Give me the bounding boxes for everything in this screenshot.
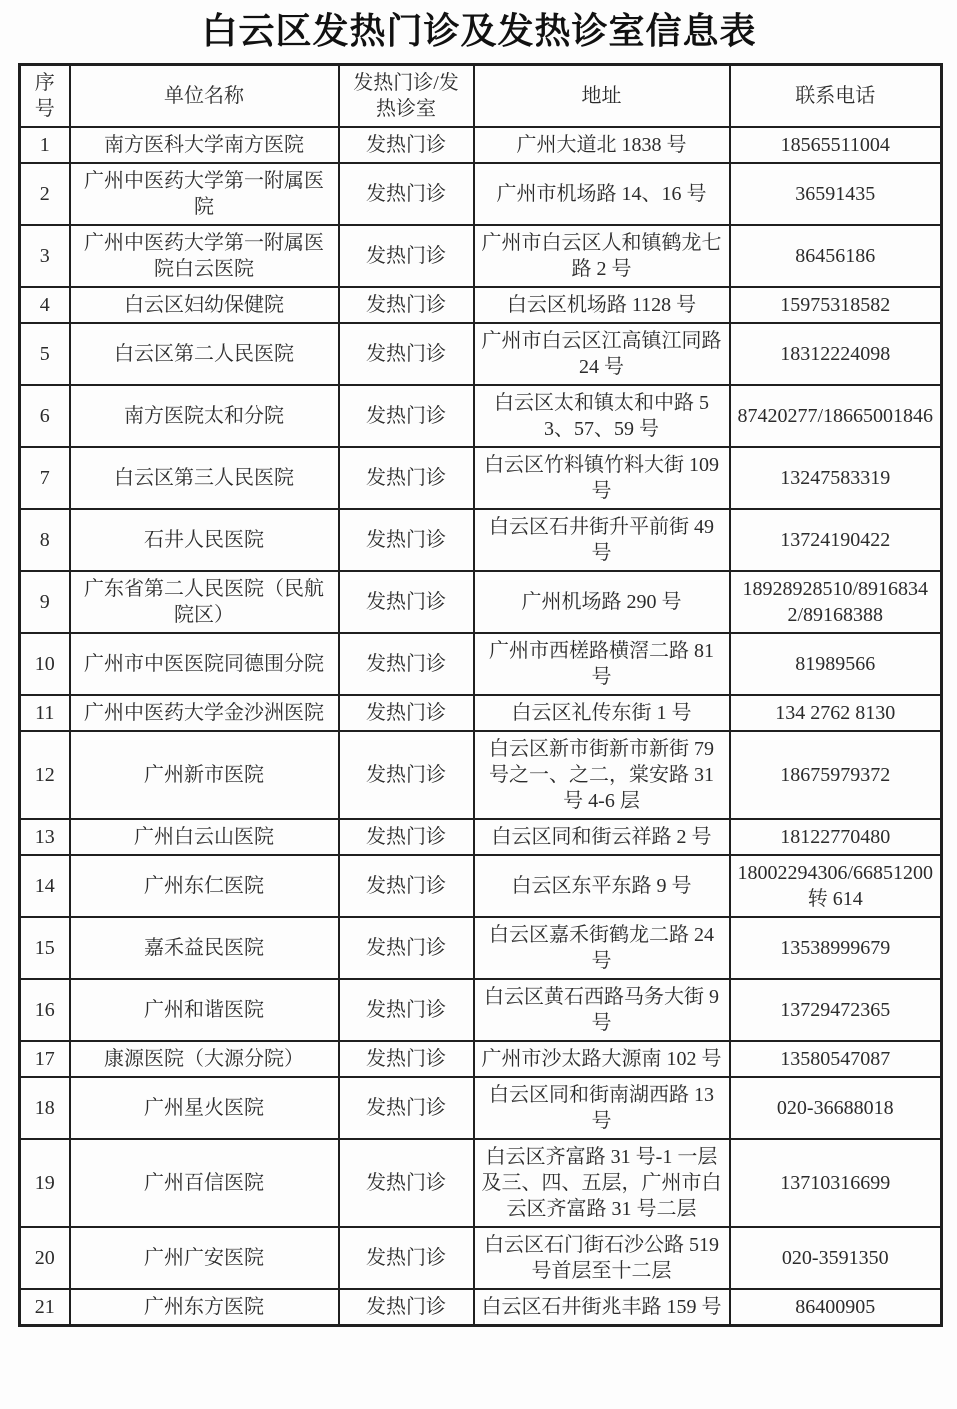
- unit-name-cell: 广州中医药大学金沙洲医院: [70, 695, 339, 731]
- address-cell: 白云区石井街升平前街 49 号: [474, 509, 730, 571]
- address-cell: 白云区太和镇太和中路 53、57、59 号: [474, 385, 730, 447]
- table-header: [20, 65, 942, 128]
- phone-cell: 13247583319: [730, 447, 942, 509]
- phone-cell: 86456186: [730, 225, 942, 287]
- header-unit-name: 单位名称: [70, 65, 339, 128]
- table-row: [20, 917, 942, 979]
- address-cell: 广州机场路 290 号: [474, 571, 730, 633]
- address-cell: 广州大道北 1838 号: [474, 127, 730, 163]
- table-row: [20, 1289, 942, 1326]
- phone-cell: 020-36688018: [730, 1077, 942, 1139]
- table-row: [20, 1041, 942, 1077]
- row-number-cell: 1: [20, 127, 70, 163]
- clinic-type-cell: 发热门诊: [339, 385, 474, 447]
- unit-name-cell: 广州东方医院: [70, 1289, 339, 1326]
- row-number-cell: 10: [20, 633, 70, 695]
- table-row: [20, 127, 942, 163]
- table-row: [20, 819, 942, 855]
- row-number-cell: 12: [20, 731, 70, 819]
- page-title: 白云区发热门诊及发热诊室信息表: [201, 11, 757, 51]
- phone-cell: 18312224098: [730, 323, 942, 385]
- clinic-type-cell: 发热门诊: [339, 695, 474, 731]
- header-address: 地址: [474, 65, 730, 128]
- clinic-type-cell: 发热门诊: [339, 731, 474, 819]
- table-row: [20, 447, 942, 509]
- table-row: [20, 571, 942, 633]
- phone-cell: 020-3591350: [730, 1227, 942, 1289]
- row-number-cell: 8: [20, 509, 70, 571]
- row-number-cell: 6: [20, 385, 70, 447]
- clinic-type-cell: 发热门诊: [339, 855, 474, 917]
- address-cell: 广州市沙太路大源南 102 号: [474, 1041, 730, 1077]
- clinic-type-cell: 发热门诊: [339, 447, 474, 509]
- address-cell: 白云区新市街新市新街 79 号之一、之二，棠安路 31 号 4-6 层: [474, 731, 730, 819]
- unit-name-cell: 康源医院（大源分院）: [70, 1041, 339, 1077]
- row-number-cell: 18: [20, 1077, 70, 1139]
- phone-cell: 134 2762 8130: [730, 695, 942, 731]
- address-cell: 广州市白云区人和镇鹤龙七路 2 号: [474, 225, 730, 287]
- clinic-type-cell: 发热门诊: [339, 509, 474, 571]
- clinic-type-cell: 发热门诊: [339, 163, 474, 225]
- table-row: [20, 509, 942, 571]
- unit-name-cell: 白云区妇幼保健院: [70, 287, 339, 323]
- table-row: [20, 225, 942, 287]
- phone-cell: 81989566: [730, 633, 942, 695]
- clinic-type-cell: 发热门诊: [339, 323, 474, 385]
- table-body: [20, 127, 942, 1326]
- table-row: [20, 731, 942, 819]
- table-row: [20, 633, 942, 695]
- clinic-type-cell: 发热门诊: [339, 225, 474, 287]
- phone-cell: 18002294306/66851200 转 614: [730, 855, 942, 917]
- table-row: [20, 385, 942, 447]
- address-cell: 白云区礼传东街 1 号: [474, 695, 730, 731]
- address-cell: 广州市机场路 14、16 号: [474, 163, 730, 225]
- table-row: [20, 979, 942, 1041]
- unit-name-cell: 广州新市医院: [70, 731, 339, 819]
- phone-cell: 15975318582: [730, 287, 942, 323]
- header-phone: 联系电话: [730, 65, 942, 128]
- unit-name-cell: 广州星火医院: [70, 1077, 339, 1139]
- table-row: [20, 1227, 942, 1289]
- unit-name-cell: 广州百信医院: [70, 1139, 339, 1227]
- row-number-cell: 20: [20, 1227, 70, 1289]
- row-number-cell: 14: [20, 855, 70, 917]
- address-cell: 白云区机场路 1128 号: [474, 287, 730, 323]
- unit-name-cell: 嘉禾益民医院: [70, 917, 339, 979]
- unit-name-cell: 南方医院太和分院: [70, 385, 339, 447]
- address-cell: 白云区齐富路 31 号-1 一层及三、四、五层，广州市白云区齐富路 31 号二层: [474, 1139, 730, 1227]
- unit-name-cell: 广州广安医院: [70, 1227, 339, 1289]
- clinic-type-cell: 发热门诊: [339, 819, 474, 855]
- clinic-type-cell: 发热门诊: [339, 1139, 474, 1227]
- clinic-type-cell: 发热门诊: [339, 1227, 474, 1289]
- phone-cell: 13724190422: [730, 509, 942, 571]
- unit-name-cell: 广东省第二人民医院（民航院区）: [70, 571, 339, 633]
- address-cell: 白云区石井街兆丰路 159 号: [474, 1289, 730, 1326]
- table-row: [20, 1077, 942, 1139]
- clinic-type-cell: 发热门诊: [339, 1041, 474, 1077]
- row-number-cell: 7: [20, 447, 70, 509]
- row-number-cell: 11: [20, 695, 70, 731]
- row-number-cell: 2: [20, 163, 70, 225]
- clinic-type-cell: 发热门诊: [339, 287, 474, 323]
- phone-cell: 13710316699: [730, 1139, 942, 1227]
- clinic-type-cell: 发热门诊: [339, 1077, 474, 1139]
- clinic-type-cell: 发热门诊: [339, 917, 474, 979]
- phone-cell: 18565511004: [730, 127, 942, 163]
- row-number-cell: 21: [20, 1289, 70, 1326]
- unit-name-cell: 广州和谐医院: [70, 979, 339, 1041]
- fever-clinic-table: [18, 63, 943, 1327]
- clinic-type-cell: 发热门诊: [339, 127, 474, 163]
- unit-name-cell: 白云区第二人民医院: [70, 323, 339, 385]
- address-cell: 白云区石门街石沙公路 519 号首层至十二层: [474, 1227, 730, 1289]
- row-number-cell: 9: [20, 571, 70, 633]
- address-cell: 白云区同和街云祥路 2 号: [474, 819, 730, 855]
- phone-cell: 18675979372: [730, 731, 942, 819]
- clinic-type-cell: 发热门诊: [339, 633, 474, 695]
- table-row: [20, 323, 942, 385]
- unit-name-cell: 广州白云山医院: [70, 819, 339, 855]
- address-cell: 白云区东平东路 9 号: [474, 855, 730, 917]
- row-number-cell: 3: [20, 225, 70, 287]
- table-row: [20, 1139, 942, 1227]
- phone-cell: 18122770480: [730, 819, 942, 855]
- phone-cell: 86400905: [730, 1289, 942, 1326]
- row-number-cell: 15: [20, 917, 70, 979]
- row-number-cell: 17: [20, 1041, 70, 1077]
- header-row: [20, 65, 942, 128]
- phone-cell: 13538999679: [730, 917, 942, 979]
- header-row-number: 序号: [20, 65, 70, 128]
- address-cell: 白云区黄石西路马务大街 9 号: [474, 979, 730, 1041]
- table-row: [20, 287, 942, 323]
- address-cell: 广州市西槎路横滘二路 81 号: [474, 633, 730, 695]
- clinic-type-cell: 发热门诊: [339, 979, 474, 1041]
- header-clinic-type: 发热门诊/发热诊室: [339, 65, 474, 128]
- row-number-cell: 4: [20, 287, 70, 323]
- clinic-type-cell: 发热门诊: [339, 571, 474, 633]
- table-row: [20, 695, 942, 731]
- unit-name-cell: 广州中医药大学第一附属医院: [70, 163, 339, 225]
- unit-name-cell: 广州市中医医院同德围分院: [70, 633, 339, 695]
- address-cell: 白云区嘉禾街鹤龙二路 24 号: [474, 917, 730, 979]
- unit-name-cell: 石井人民医院: [70, 509, 339, 571]
- phone-cell: 36591435: [730, 163, 942, 225]
- row-number-cell: 19: [20, 1139, 70, 1227]
- clinic-type-cell: 发热门诊: [339, 1289, 474, 1326]
- row-number-cell: 16: [20, 979, 70, 1041]
- unit-name-cell: 广州东仁医院: [70, 855, 339, 917]
- table-row: [20, 855, 942, 917]
- unit-name-cell: 广州中医药大学第一附属医院白云医院: [70, 225, 339, 287]
- row-number-cell: 13: [20, 819, 70, 855]
- phone-cell: 13729472365: [730, 979, 942, 1041]
- phone-cell: 87420277/18665001846: [730, 385, 942, 447]
- phone-cell: 18928928510/89168342/89168388: [730, 571, 942, 633]
- unit-name-cell: 南方医科大学南方医院: [70, 127, 339, 163]
- row-number-cell: 5: [20, 323, 70, 385]
- phone-cell: 13580547087: [730, 1041, 942, 1077]
- table-row: [20, 163, 942, 225]
- address-cell: 广州市白云区江高镇江同路 24 号: [474, 323, 730, 385]
- address-cell: 白云区竹料镇竹料大街 109 号: [474, 447, 730, 509]
- unit-name-cell: 白云区第三人民医院: [70, 447, 339, 509]
- address-cell: 白云区同和街南湖西路 13 号: [474, 1077, 730, 1139]
